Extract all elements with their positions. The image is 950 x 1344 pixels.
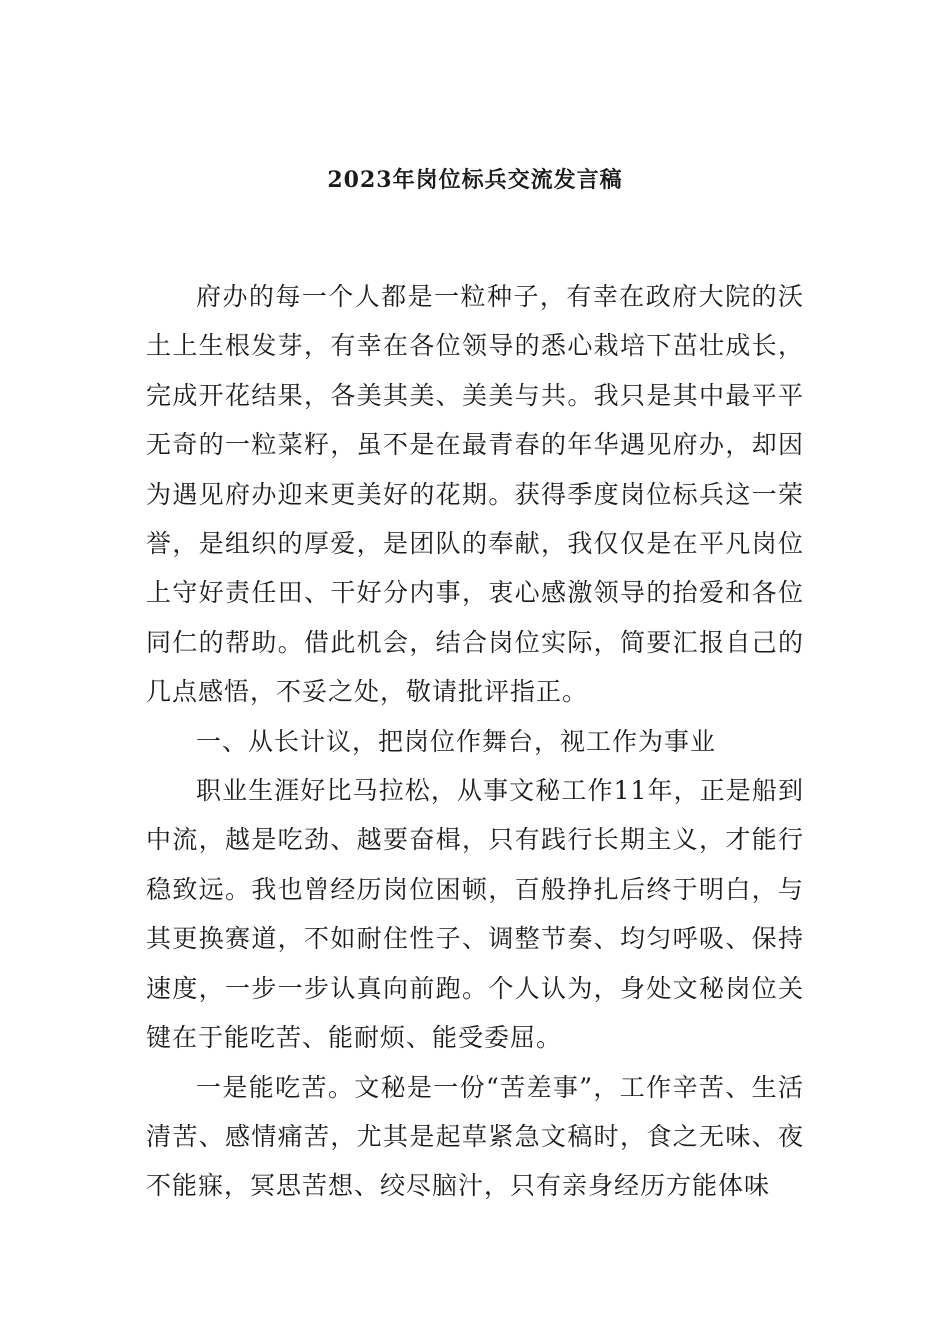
paragraph-career: 职业生涯好比马拉松，从事文秘工作11年，正是船到中流，越是吃劲、越要奋楫，只有践行长期主义，才能行稳致远。我也曾经历岗位困顿，百般挣扎后终于明白，与其更换赛道，不如耐住性子、调整节奏、均匀呼吸、保持速度，一步一步认真向前跑。个人认为，身处文秘岗位关键在于能吃苦、能耐烦、能受委屈。: [146, 776, 804, 1053]
paragraph-intro: 府办的每一个人都是一粒种子，有幸在政府大院的沃土上生根发芽，有幸在各位领导的悉心栽培下茁壮成长，完成开花结果，各美其美、美美与共。我只是其中最平平无奇的一粒菜籽，虽不是在最青春的年华遇见府办，却因为遇见府办迎来更美好的花期。获得季度岗位标兵这一荣誉，是组织的厚爱，是团队的奉献，我仅仅是在平凡岗位上守好责任田、干好分内事，衷心感激领导的抬爱和各位同仁的帮助。借此机会，结合岗位实际，简要汇报自己的几点感悟，不妥之处，敬请批评指正。: [146, 282, 804, 707]
paragraph-hardship: 一是能吃苦。文秘是一份“苦差事”，工作辛苦、生活清苦、感情痛苦，尤其是起草紧急文稿时，食之无味、夜不能寐，冥思苦想、绞尽脑汁，只有亲身经历方能体味: [146, 1072, 804, 1201]
document-body: [146, 272, 804, 1211]
document-title: 2023年岗位标兵交流发言稿: [327, 167, 623, 193]
section-heading-1: 一、从长计议，把岗位作舞台，视工作为事业: [196, 726, 717, 756]
